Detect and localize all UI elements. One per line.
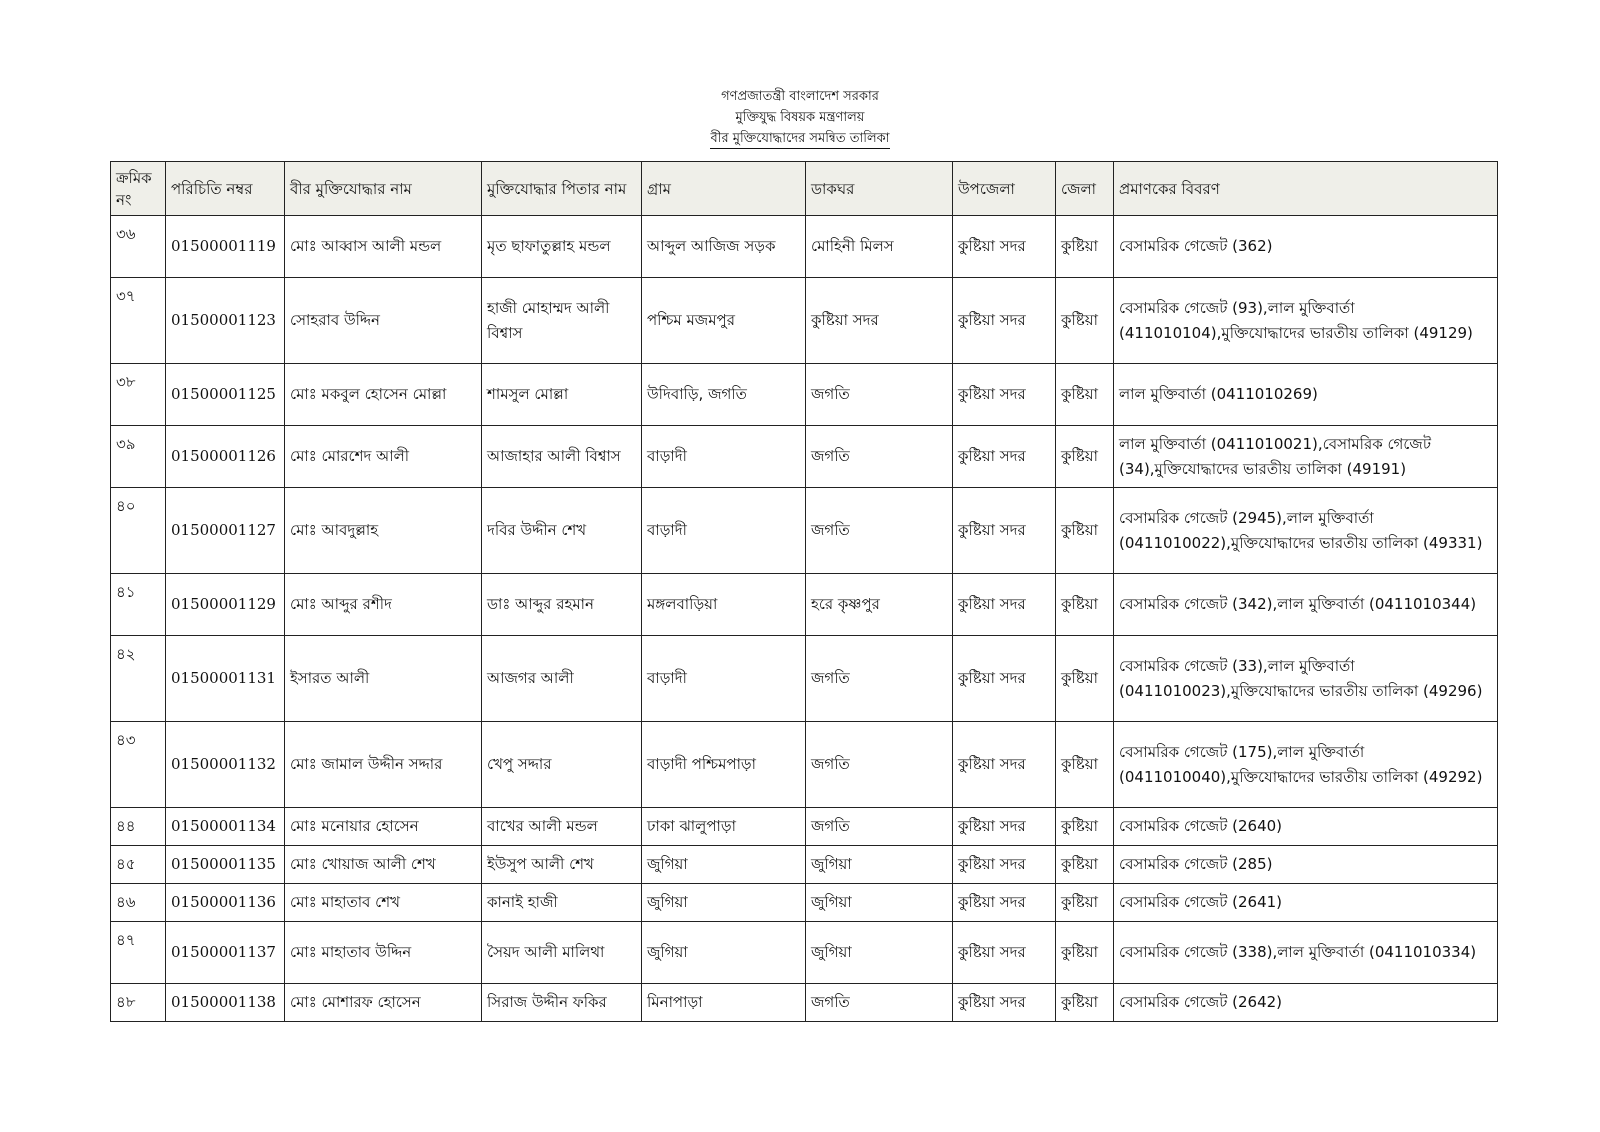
- cell-id: 01500001123: [166, 278, 285, 364]
- cell-upazila: কুষ্টিয়া সদর: [953, 808, 1056, 846]
- cell-serial: ৪৭: [111, 922, 166, 984]
- cell-id: 01500001132: [166, 722, 285, 808]
- cell-upazila: কুষ্টিয়া সদর: [953, 922, 1056, 984]
- cell-post: জগতি: [806, 722, 953, 808]
- document-header: [0, 86, 1600, 149]
- cell-district: কুষ্টিয়া: [1056, 278, 1114, 364]
- cell-cert: বেসামরিক গেজেট (2945),লাল মুক্তিবার্তা (0411010022),মুক্তিযোদ্ধাদের ভারতীয় তালিকা (49331): [1114, 488, 1498, 574]
- cell-cert: বেসামরিক গেজেট (93),লাল মুক্তিবার্তা (411010104),মুক্তিযোদ্ধাদের ভারতীয় তালিকা (49129): [1114, 278, 1498, 364]
- cell-upazila: কুষ্টিয়া সদর: [953, 216, 1056, 278]
- cell-post: জগতি: [806, 426, 953, 488]
- cell-id: 01500001127: [166, 488, 285, 574]
- cell-cert: লাল মুক্তিবার্তা (0411010021),বেসামরিক গেজেট (34),মুক্তিযোদ্ধাদের ভারতীয় তালিকা (49191): [1114, 426, 1498, 488]
- cell-serial: ৪৮: [111, 984, 166, 1022]
- cell-cert: বেসামরিক গেজেট (285): [1114, 846, 1498, 884]
- cell-id: 01500001125: [166, 364, 285, 426]
- cell-name: সোহরাব উদ্দিন: [285, 278, 482, 364]
- cell-village: বাড়াদী পশ্চিমপাড়া: [642, 722, 806, 808]
- cell-upazila: কুষ্টিয়া সদর: [953, 574, 1056, 636]
- column-header-village: গ্রাম: [642, 162, 806, 216]
- cell-id: 01500001126: [166, 426, 285, 488]
- cell-village: জুগিয়া: [642, 884, 806, 922]
- cell-name: মোঃ মোরশেদ আলী: [285, 426, 482, 488]
- cell-post: জগতি: [806, 636, 953, 722]
- cell-village: বাড়াদী: [642, 488, 806, 574]
- cell-father: সৈয়দ আলী মালিথা: [482, 922, 642, 984]
- cell-district: কুষ্টিয়া: [1056, 426, 1114, 488]
- cell-father: ইউসুপ আলী শেখ: [482, 846, 642, 884]
- cell-name: মোঃ মাহাতাব শেখ: [285, 884, 482, 922]
- freedom-fighters-table: [110, 161, 1498, 1022]
- cell-post: হরে কৃষ্ণপুর: [806, 574, 953, 636]
- cell-name: মোঃ খোয়াজ আলী শেখ: [285, 846, 482, 884]
- cell-name: মোঃ মকবুল হোসেন মোল্লা: [285, 364, 482, 426]
- cell-serial: ৪৬: [111, 884, 166, 922]
- cell-upazila: কুষ্টিয়া সদর: [953, 884, 1056, 922]
- cell-village: মিনাপাড়া: [642, 984, 806, 1022]
- cell-village: জুগিয়া: [642, 846, 806, 884]
- cell-id: 01500001137: [166, 922, 285, 984]
- cell-serial: ৪৫: [111, 846, 166, 884]
- cell-serial: ৪০: [111, 488, 166, 574]
- cell-cert: বেসামরিক গেজেট (362): [1114, 216, 1498, 278]
- column-header-id: পরিচিতি নম্বর: [166, 162, 285, 216]
- cell-district: কুষ্টিয়া: [1056, 984, 1114, 1022]
- cell-serial: ৪৪: [111, 808, 166, 846]
- cell-father: সিরাজ উদ্দীন ফকির: [482, 984, 642, 1022]
- cell-upazila: কুষ্টিয়া সদর: [953, 636, 1056, 722]
- cell-father: বাখের আলী মন্ডল: [482, 808, 642, 846]
- cell-village: মঙ্গলবাড়িয়া: [642, 574, 806, 636]
- table-row: [111, 574, 1498, 636]
- table-row: [111, 984, 1498, 1022]
- column-header-serial: ক্রমিক নং: [111, 162, 166, 216]
- cell-village: পশ্চিম মজমপুর: [642, 278, 806, 364]
- table-row: [111, 364, 1498, 426]
- cell-name: মোঃ জামাল উদ্দীন সদ্দার: [285, 722, 482, 808]
- cell-district: কুষ্টিয়া: [1056, 808, 1114, 846]
- table-row: [111, 884, 1498, 922]
- cell-father: ডাঃ আব্দুর রহমান: [482, 574, 642, 636]
- cell-serial: ৪৩: [111, 722, 166, 808]
- cell-district: কুষ্টিয়া: [1056, 574, 1114, 636]
- cell-father: আজাহার আলী বিশ্বাস: [482, 426, 642, 488]
- cell-cert: বেসামরিক গেজেট (2642): [1114, 984, 1498, 1022]
- column-header-post: ডাকঘর: [806, 162, 953, 216]
- cell-post: জুগিয়া: [806, 922, 953, 984]
- table-row: [111, 808, 1498, 846]
- ministry-name: মুক্তিযুদ্ধ বিষয়ক মন্ত্রণালয়: [735, 110, 865, 125]
- table-row: [111, 922, 1498, 984]
- cell-cert: লাল মুক্তিবার্তা (0411010269): [1114, 364, 1498, 426]
- cell-cert: বেসামরিক গেজেট (2640): [1114, 808, 1498, 846]
- cell-father: হাজী মোহাম্মদ আলী বিশ্বাস: [482, 278, 642, 364]
- cell-name: ইসারত আলী: [285, 636, 482, 722]
- cell-upazila: কুষ্টিয়া সদর: [953, 426, 1056, 488]
- cell-cert: বেসামরিক গেজেট (33),লাল মুক্তিবার্তা (0411010023),মুক্তিযোদ্ধাদের ভারতীয় তালিকা (49296): [1114, 636, 1498, 722]
- cell-upazila: কুষ্টিয়া সদর: [953, 488, 1056, 574]
- table-header: [111, 162, 1498, 216]
- cell-post: জুগিয়া: [806, 884, 953, 922]
- column-header-father: মুক্তিযোদ্ধার পিতার নাম: [482, 162, 642, 216]
- cell-serial: ৩৬: [111, 216, 166, 278]
- cell-post: জগতি: [806, 364, 953, 426]
- table-row: [111, 488, 1498, 574]
- cell-father: মৃত ছাফাতুল্লাহ মন্ডল: [482, 216, 642, 278]
- cell-district: কুষ্টিয়া: [1056, 364, 1114, 426]
- cell-father: খেপু সদ্দার: [482, 722, 642, 808]
- cell-serial: ৩৯: [111, 426, 166, 488]
- cell-serial: ৪১: [111, 574, 166, 636]
- cell-district: কুষ্টিয়া: [1056, 488, 1114, 574]
- cell-village: জুগিয়া: [642, 922, 806, 984]
- cell-village: আব্দুল আজিজ সড়ক: [642, 216, 806, 278]
- table-body: [111, 216, 1498, 1022]
- cell-id: 01500001119: [166, 216, 285, 278]
- cell-cert: বেসামরিক গেজেট (175),লাল মুক্তিবার্তা (0411010040),মুক্তিযোদ্ধাদের ভারতীয় তালিকা (49292): [1114, 722, 1498, 808]
- cell-post: জগতি: [806, 808, 953, 846]
- document-title: বীর মুক্তিযোদ্ধাদের সমন্বিত তালিকা: [710, 130, 889, 149]
- cell-father: দবির উদ্দীন শেখ: [482, 488, 642, 574]
- cell-district: কুষ্টিয়া: [1056, 636, 1114, 722]
- government-name: গণপ্রজাতন্ত্রী বাংলাদেশ সরকার: [721, 89, 879, 104]
- cell-upazila: কুষ্টিয়া সদর: [953, 722, 1056, 808]
- column-header-cert: প্রমাণকের বিবরণ: [1114, 162, 1498, 216]
- cell-id: 01500001136: [166, 884, 285, 922]
- cell-name: মোঃ মনোয়ার হোসেন: [285, 808, 482, 846]
- cell-upazila: কুষ্টিয়া সদর: [953, 364, 1056, 426]
- cell-serial: ৪২: [111, 636, 166, 722]
- cell-cert: বেসামরিক গেজেট (338),লাল মুক্তিবার্তা (0411010334): [1114, 922, 1498, 984]
- cell-id: 01500001134: [166, 808, 285, 846]
- table-row: [111, 216, 1498, 278]
- column-header-name: বীর মুক্তিযোদ্ধার নাম: [285, 162, 482, 216]
- cell-id: 01500001129: [166, 574, 285, 636]
- cell-district: কুষ্টিয়া: [1056, 922, 1114, 984]
- header-row: [111, 162, 1498, 216]
- cell-father: কানাই হাজী: [482, 884, 642, 922]
- cell-id: 01500001138: [166, 984, 285, 1022]
- column-header-upazila: উপজেলা: [953, 162, 1056, 216]
- table-row: [111, 278, 1498, 364]
- cell-district: কুষ্টিয়া: [1056, 216, 1114, 278]
- cell-post: মোহিনী মিলস: [806, 216, 953, 278]
- table-row: [111, 846, 1498, 884]
- cell-post: কুষ্টিয়া সদর: [806, 278, 953, 364]
- cell-name: মোঃ আব্বাস আলী মন্ডল: [285, 216, 482, 278]
- cell-id: 01500001131: [166, 636, 285, 722]
- cell-cert: বেসামরিক গেজেট (342),লাল মুক্তিবার্তা (0411010344): [1114, 574, 1498, 636]
- cell-name: মোঃ আবদুল্লাহ: [285, 488, 482, 574]
- cell-father: শামসুল মোল্লা: [482, 364, 642, 426]
- cell-village: বাড়াদী: [642, 426, 806, 488]
- cell-upazila: কুষ্টিয়া সদর: [953, 278, 1056, 364]
- cell-post: জগতি: [806, 984, 953, 1022]
- cell-post: জুগিয়া: [806, 846, 953, 884]
- cell-post: জগতি: [806, 488, 953, 574]
- cell-name: মোঃ মাহাতাব উদ্দিন: [285, 922, 482, 984]
- table-row: [111, 636, 1498, 722]
- cell-village: বাড়াদী: [642, 636, 806, 722]
- cell-name: মোঃ আব্দুর রশীদ: [285, 574, 482, 636]
- cell-district: কুষ্টিয়া: [1056, 884, 1114, 922]
- cell-upazila: কুষ্টিয়া সদর: [953, 984, 1056, 1022]
- cell-serial: ৩৮: [111, 364, 166, 426]
- cell-father: আজগর আলী: [482, 636, 642, 722]
- cell-village: উদিবাড়ি, জগতি: [642, 364, 806, 426]
- cell-serial: ৩৭: [111, 278, 166, 364]
- cell-district: কুষ্টিয়া: [1056, 722, 1114, 808]
- column-header-district: জেলা: [1056, 162, 1114, 216]
- cell-upazila: কুষ্টিয়া সদর: [953, 846, 1056, 884]
- cell-district: কুষ্টিয়া: [1056, 846, 1114, 884]
- table-row: [111, 426, 1498, 488]
- cell-id: 01500001135: [166, 846, 285, 884]
- cell-village: ঢাকা ঝালুপাড়া: [642, 808, 806, 846]
- cell-cert: বেসামরিক গেজেট (2641): [1114, 884, 1498, 922]
- table-row: [111, 722, 1498, 808]
- cell-name: মোঃ মোশারফ হোসেন: [285, 984, 482, 1022]
